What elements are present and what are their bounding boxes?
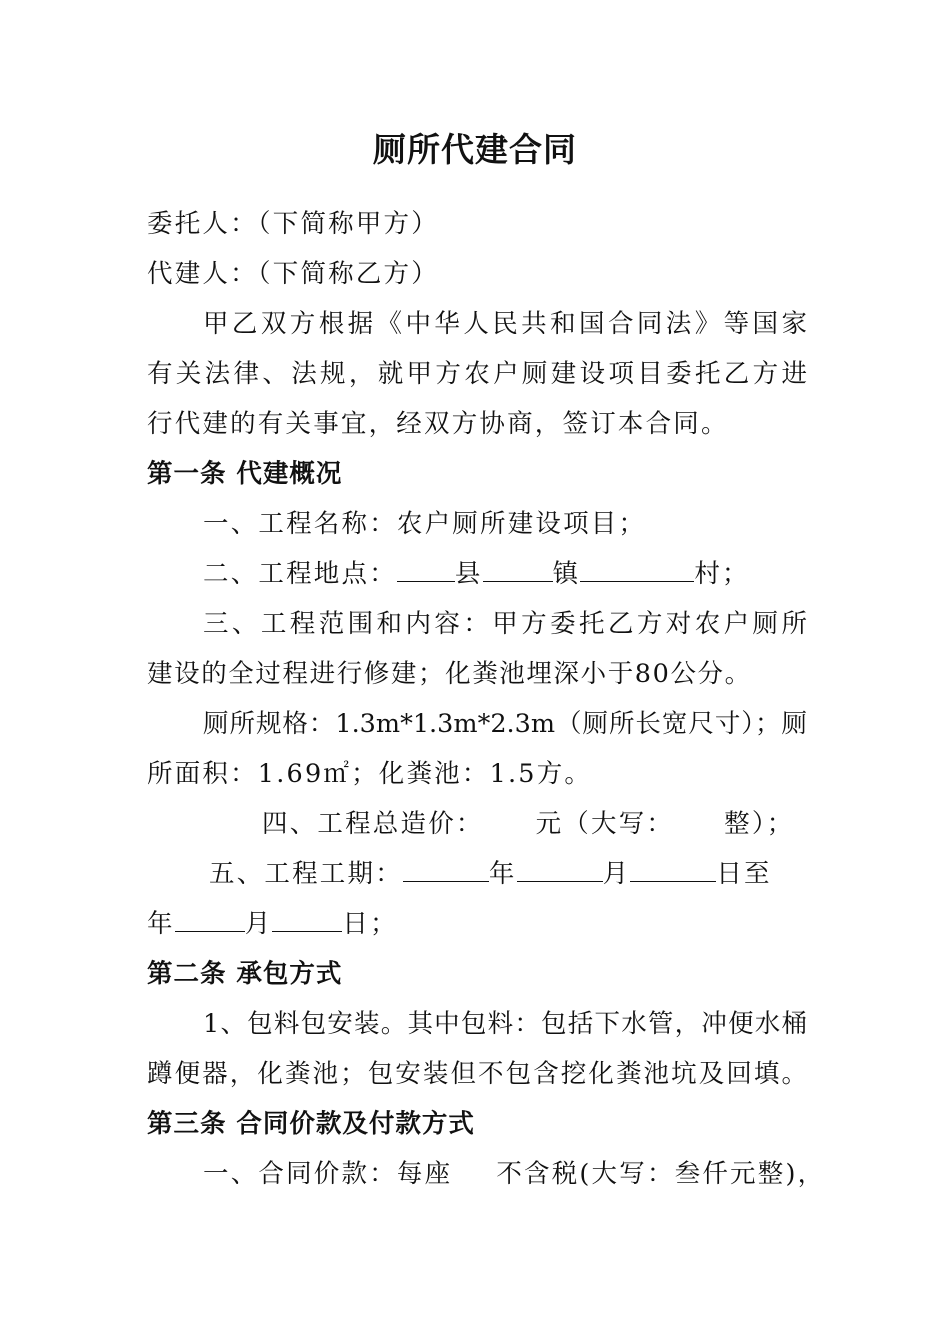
town-label: 镇 <box>552 559 581 589</box>
contract-price-line <box>203 1157 826 1191</box>
contract-price-detail: 不含税(大写：叁仟元整)， <box>496 1159 826 1189</box>
end-day-label: 日； <box>342 909 398 939</box>
contract-mode-line-1: 1、包料包安装。其中包料：包括下水管，冲便水桶 <box>203 1009 807 1039</box>
village-label: 村； <box>694 559 750 589</box>
end-month-label: 月 <box>244 909 273 939</box>
county-blank[interactable] <box>397 557 455 582</box>
schedule-label: 五、工程工期： <box>209 859 403 889</box>
contract-price-label: 一、合同价款：每座 <box>203 1159 453 1189</box>
end-month-blank[interactable] <box>175 907 245 932</box>
article-2-heading: 第二条 承包方式 <box>147 959 343 989</box>
start-day-blank[interactable] <box>630 857 716 882</box>
location-label: 二、工程地点： <box>203 559 397 589</box>
spec-line-2: 所面积：1.69㎡；化粪池：1.5方。 <box>147 759 593 789</box>
total-cost-label: 四、工程总造价： <box>262 809 484 839</box>
scope-line-1: 三、工程范围和内容：甲方委托乙方对农户厕所 <box>203 609 807 639</box>
start-month-blank[interactable] <box>517 857 603 882</box>
spec-line-1: 厕所规格：1.3m*1.3m*2.3m（厕所长宽尺寸）；厕 <box>203 709 807 739</box>
agent-line: 代建人：（下简称乙方） <box>147 259 439 289</box>
project-name-line: 一、工程名称：农户厕所建设项目； <box>203 509 647 539</box>
start-day-label: 日至 <box>716 859 772 889</box>
intro-line-1: 甲乙双方根据《中华人民共和国合同法》等国家 <box>203 309 807 339</box>
scope-line-2: 建设的全过程进行修建；化粪池埋深小于80公分。 <box>147 659 752 689</box>
article-1-heading: 第一条 代建概况 <box>147 459 343 489</box>
contract-mode-line-2: 蹲便器，化粪池；包安装但不包含挖化粪池坑及回填。 <box>147 1059 807 1089</box>
schedule-line-2 <box>147 907 807 941</box>
intro-line-3: 行代建的有关事宜，经双方协商，签订本合同。 <box>147 409 729 439</box>
end-year-label: 年 <box>147 909 175 939</box>
schedule-line-1 <box>209 857 807 891</box>
total-cost-line <box>262 807 922 841</box>
document-title: 厕所代建合同 <box>373 130 577 169</box>
start-month-label: 月 <box>602 859 631 889</box>
town-blank[interactable] <box>483 557 553 582</box>
end-day-blank[interactable] <box>272 907 342 932</box>
county-label: 县 <box>454 559 483 589</box>
project-location-line <box>203 557 863 591</box>
client-line: 委托人：（下简称甲方） <box>147 209 439 239</box>
intro-line-2: 有关法律、法规，就甲方农户厕建设项目委托乙方进 <box>147 359 807 389</box>
start-year-label: 年 <box>488 859 517 889</box>
article-3-heading: 第三条 合同价款及付款方式 <box>147 1109 475 1139</box>
total-cost-suffix: 整）； <box>724 809 795 839</box>
total-cost-unit: 元（大写： <box>535 809 675 839</box>
village-blank[interactable] <box>580 557 694 582</box>
start-year-blank[interactable] <box>403 857 489 882</box>
